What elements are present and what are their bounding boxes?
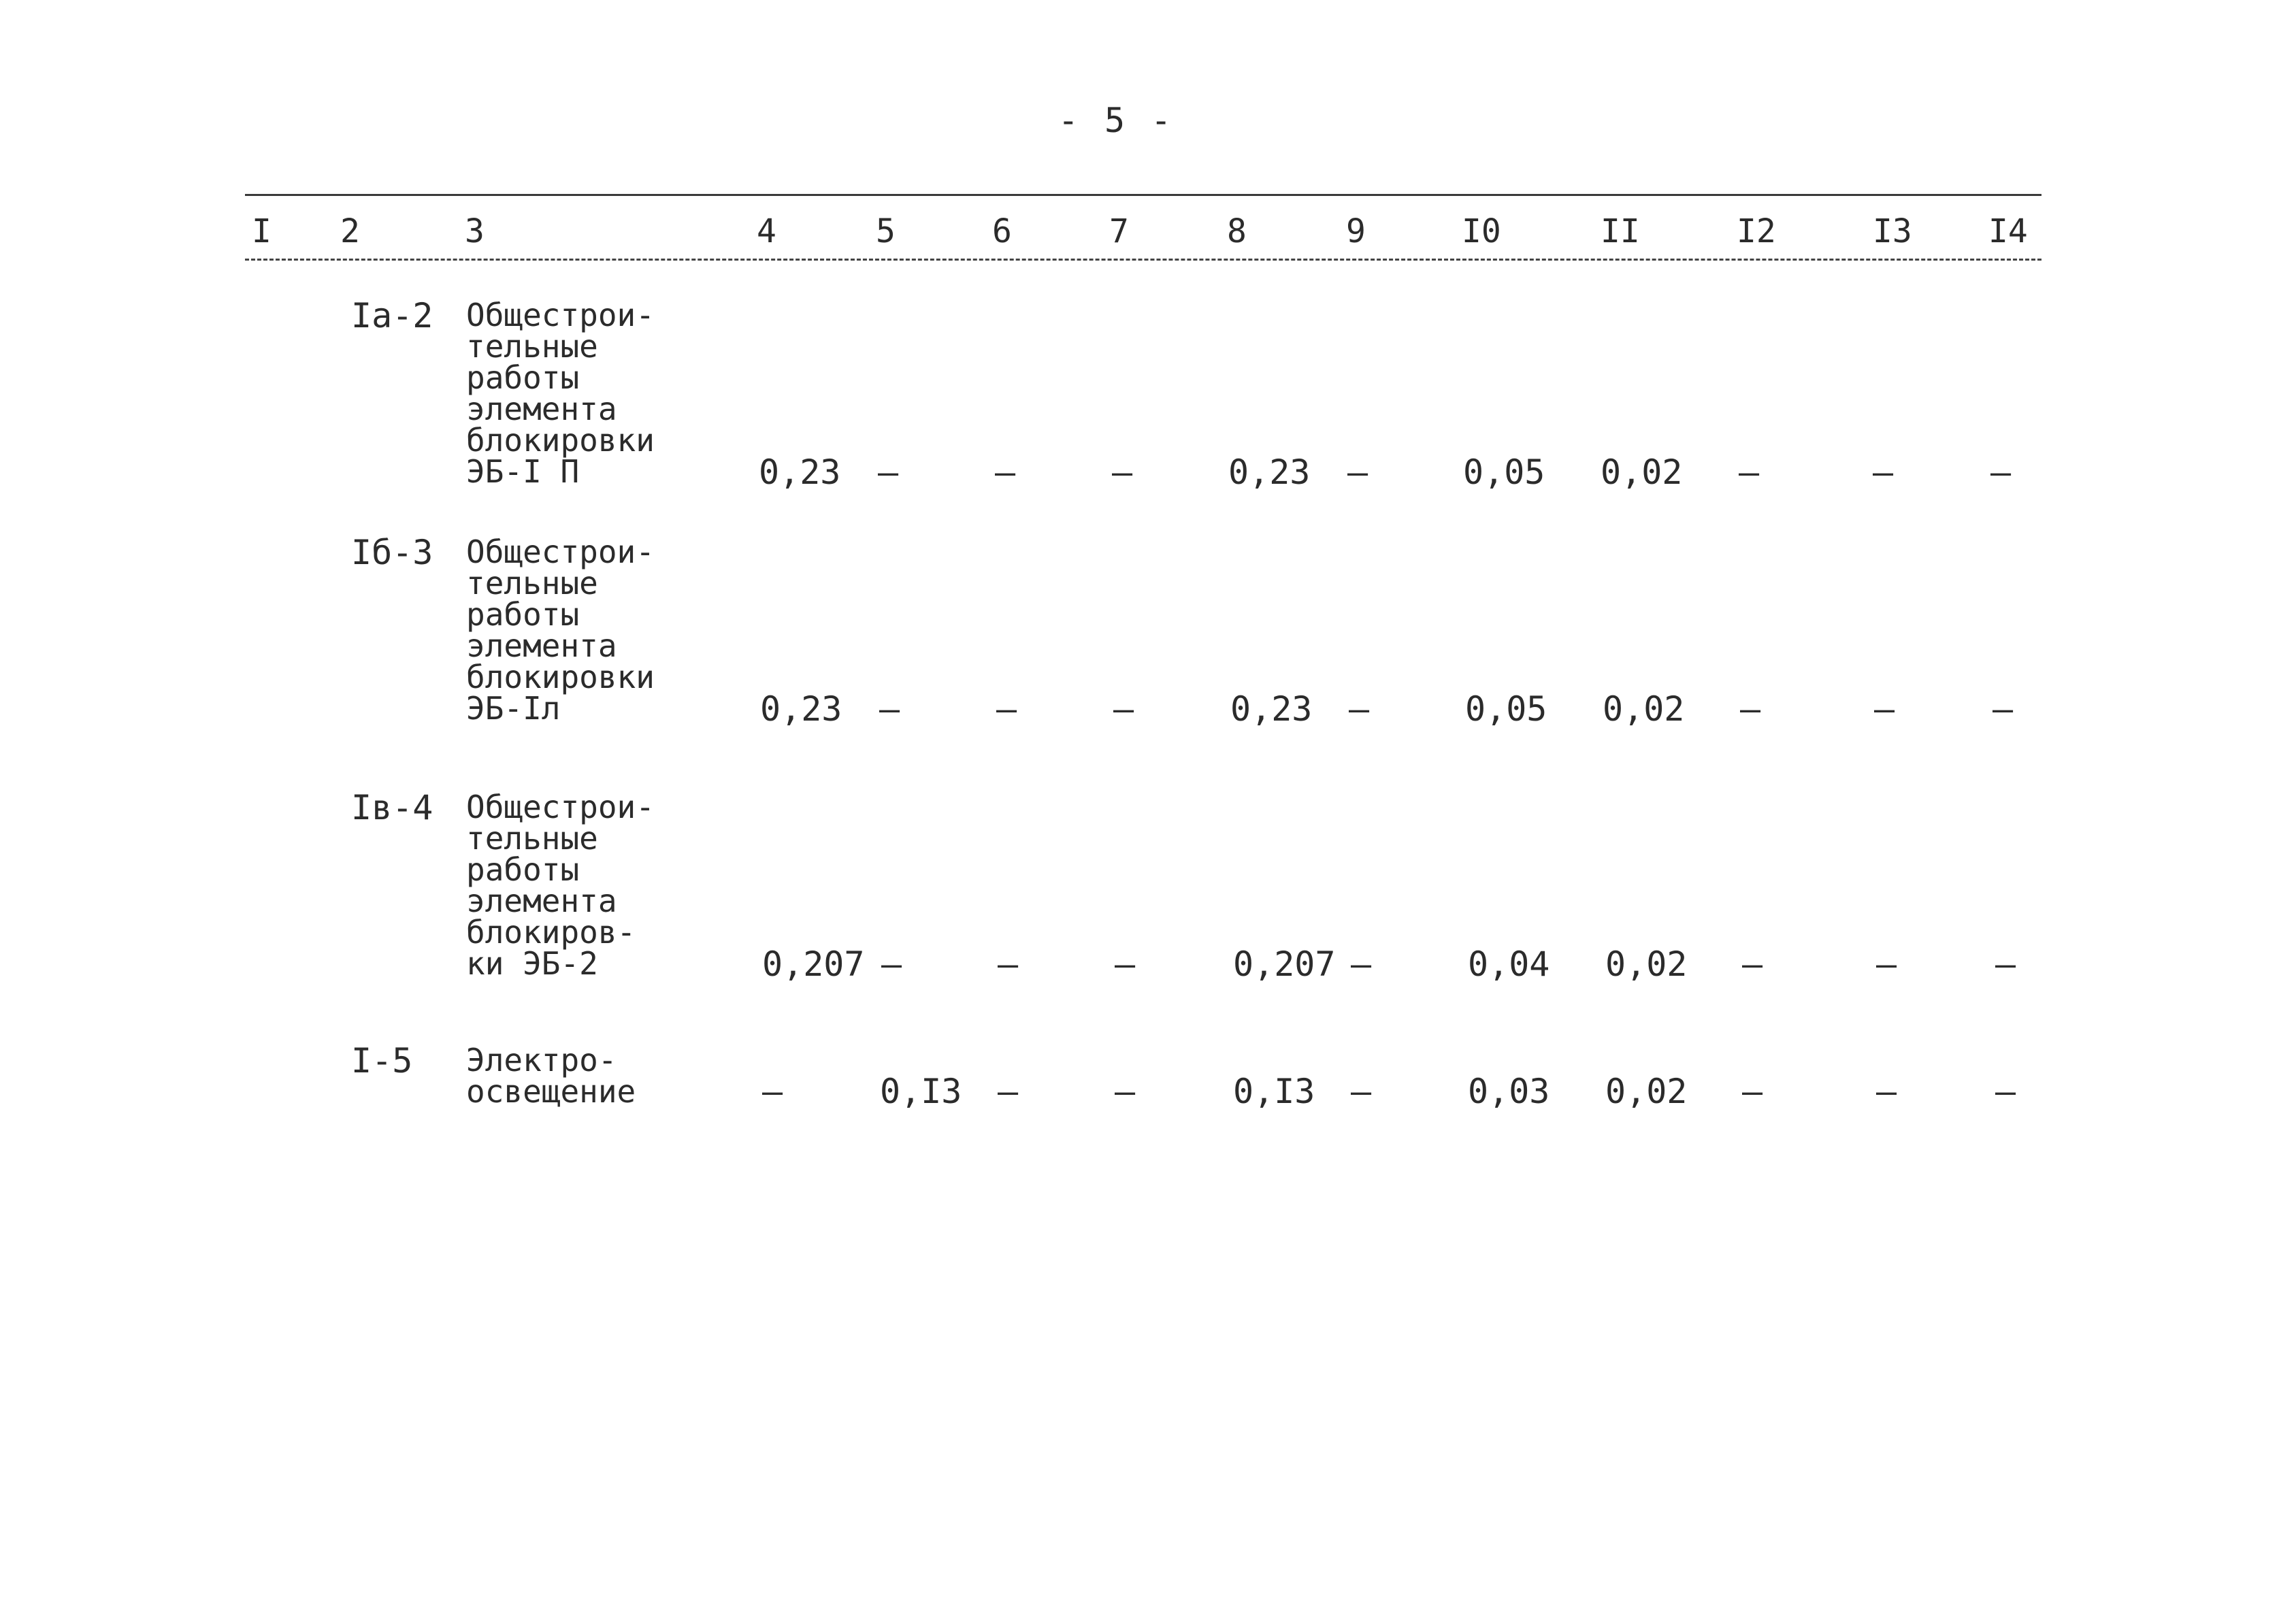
row-value-col6: – [998,1072,1019,1111]
row-value-col13: – [1876,1072,1897,1111]
row-name-line: блокиров- [466,914,636,951]
row-value-col9: – [1349,689,1370,729]
column-header-2: 2 [340,212,360,250]
column-header-14: I4 [1988,212,2028,250]
row-value-col10: 0,05 [1465,689,1547,729]
table-header-rule [245,259,2041,261]
row-value-col12: – [1740,689,1761,729]
row-name-line: Общестрои- [466,789,655,825]
row-code: I-5 [351,1041,413,1081]
row-value-col9: – [1351,944,1372,984]
column-header-4: 4 [757,212,776,250]
row-value-col8: 0,I3 [1233,1072,1315,1111]
row-name-line: освещение [466,1073,636,1110]
row-value-col5: – [878,452,899,492]
column-header-9: 9 [1346,212,1366,250]
row-value-col7: – [1115,944,1136,984]
row-name [466,533,698,727]
row-value-col8: 0,207 [1233,944,1336,984]
column-header-11: II [1601,212,1640,250]
row-value-col4: 0,207 [762,944,865,984]
column-header-6: 6 [992,212,1012,250]
row-value-col5: 0,I3 [880,1072,962,1111]
row-name-line: тельные [466,565,598,602]
row-value-col4: 0,23 [760,689,842,729]
row-name-line: ЭБ-Iл [466,690,561,727]
row-value-col6: – [995,452,1016,492]
row-name-line: тельные [466,328,598,365]
row-value-col11: 0,02 [1603,689,1685,729]
page-number: - 5 - [1057,101,1175,140]
row-value-col12: – [1739,452,1760,492]
row-value-col9: – [1347,452,1368,492]
row-value-col5: – [879,689,900,729]
row-name-line: Электро- [466,1042,617,1078]
row-name [466,789,698,982]
row-name-line: ЭБ-I П [466,453,580,490]
row-value-col6: – [998,944,1019,984]
column-header-5: 5 [876,212,896,250]
row-name-line: Общестрои- [466,297,655,333]
row-value-col9: – [1351,1072,1372,1111]
row-value-col13: – [1876,944,1897,984]
column-header-12: I2 [1737,212,1776,250]
row-code: Iа-2 [351,296,433,335]
row-name-line: блокировки [466,659,655,695]
row-value-col5: – [881,944,902,984]
row-value-col14: – [1992,689,2014,729]
row-value-col14: – [1995,1072,2016,1111]
row-value-col11: 0,02 [1605,1072,1688,1111]
column-header-8: 8 [1227,212,1247,250]
row-value-col10: 0,03 [1468,1072,1550,1111]
column-header-3: 3 [465,212,485,250]
row-value-col13: – [1874,689,1895,729]
column-header-1: I [252,212,272,250]
row-value-col12: – [1742,944,1763,984]
row-value-col12: – [1742,1072,1763,1111]
row-value-col7: – [1115,1072,1136,1111]
row-value-col10: 0,04 [1468,944,1550,984]
row-name-line: работы [466,851,580,888]
row-name-line: элемента [466,391,617,427]
row-value-col7: – [1112,452,1133,492]
row-value-col4: – [762,1072,783,1111]
row-name-line: блокировки [466,422,655,459]
row-name-line: Общестрои- [466,533,655,570]
row-code: Iв-4 [351,788,433,827]
row-value-col6: – [996,689,1017,729]
column-header-13: I3 [1873,212,1912,250]
row-name-line: элемента [466,627,617,664]
row-name [466,1042,698,1110]
row-code: Iб-3 [351,533,433,572]
row-name-line: ки ЭБ-2 [466,945,598,982]
row-name-line: элемента [466,883,617,919]
row-value-col11: 0,02 [1601,452,1683,492]
row-value-col14: – [1995,944,2016,984]
row-name-line: тельные [466,820,598,857]
row-value-col10: 0,05 [1463,452,1545,492]
column-header-7: 7 [1109,212,1129,250]
row-name-line: работы [466,596,580,633]
row-name [466,297,698,490]
row-value-col8: 0,23 [1230,689,1313,729]
row-value-col11: 0,02 [1605,944,1688,984]
column-header-10: I0 [1462,212,1501,250]
row-value-col4: 0,23 [759,452,841,492]
row-value-col13: – [1873,452,1894,492]
row-value-col14: – [1990,452,2012,492]
row-name-line: работы [466,359,580,396]
table-top-rule [245,194,2041,196]
row-value-col8: 0,23 [1228,452,1311,492]
row-value-col7: – [1113,689,1134,729]
